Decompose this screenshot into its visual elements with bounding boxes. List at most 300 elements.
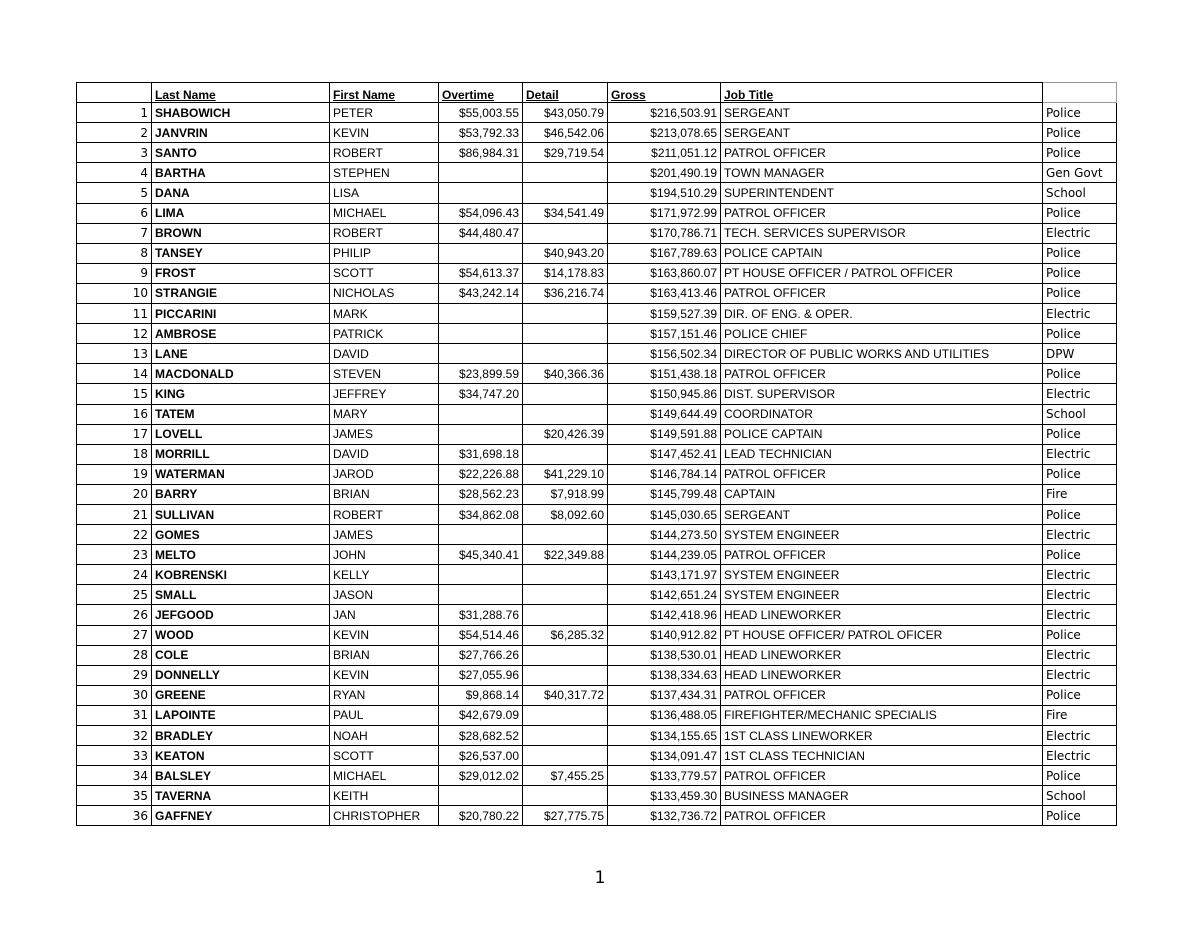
row-number: 10 <box>77 283 152 303</box>
row-number: 29 <box>77 665 152 685</box>
first-name-cell: JAMES <box>330 525 439 545</box>
first-name-cell: DAVID <box>330 444 439 464</box>
table-row <box>77 444 1117 464</box>
detail-cell: $20,426.39 <box>523 424 608 444</box>
header-row <box>77 83 1117 103</box>
first-name-cell: JEFFREY <box>330 384 439 404</box>
row-number: 9 <box>77 263 152 283</box>
job-title-cell: PATROL OFFICER <box>721 464 1043 484</box>
overtime-cell: $54,613.37 <box>439 263 523 283</box>
job-title-cell: LEAD TECHNICIAN <box>721 444 1043 464</box>
gross-cell: $145,799.48 <box>608 484 721 504</box>
row-number: 13 <box>77 344 152 364</box>
overtime-cell: $9,868.14 <box>439 685 523 705</box>
job-title-cell: SERGEANT <box>721 123 1043 143</box>
overtime-cell: $27,766.26 <box>439 645 523 665</box>
overtime-cell: $34,862.08 <box>439 504 523 524</box>
detail-cell <box>523 304 608 324</box>
department-cell: Electric <box>1043 605 1117 625</box>
last-name-cell: TATEM <box>152 404 330 424</box>
department-cell: Police <box>1043 143 1117 163</box>
last-name-cell: TAVERNA <box>152 786 330 806</box>
row-number: 28 <box>77 645 152 665</box>
first-name-cell: ROBERT <box>330 223 439 243</box>
department-cell: Electric <box>1043 304 1117 324</box>
job-title-cell: PATROL OFFICER <box>721 545 1043 565</box>
overtime-cell: $86,984.31 <box>439 143 523 163</box>
department-cell: Police <box>1043 103 1117 123</box>
detail-cell: $7,918.99 <box>523 484 608 504</box>
table-row <box>77 344 1117 364</box>
gross-cell: $163,413.46 <box>608 283 721 303</box>
gross-cell: $149,644.49 <box>608 404 721 424</box>
table-row <box>77 645 1117 665</box>
row-number: 21 <box>77 504 152 524</box>
row-number: 20 <box>77 484 152 504</box>
header-gross: Gross <box>608 83 721 103</box>
table-row <box>77 625 1117 645</box>
row-number: 27 <box>77 625 152 645</box>
last-name-cell: BALSLEY <box>152 766 330 786</box>
table-row <box>77 665 1117 685</box>
gross-cell: $163,860.07 <box>608 263 721 283</box>
gross-cell: $144,239.05 <box>608 545 721 565</box>
detail-cell: $7,455.25 <box>523 766 608 786</box>
detail-cell <box>523 384 608 404</box>
last-name-cell: WATERMAN <box>152 464 330 484</box>
gross-cell: $150,945.86 <box>608 384 721 404</box>
gross-cell: $140,912.82 <box>608 625 721 645</box>
detail-cell <box>523 746 608 766</box>
row-number: 14 <box>77 364 152 384</box>
last-name-cell: KOBRENSKI <box>152 565 330 585</box>
job-title-cell: POLICE CHIEF <box>721 324 1043 344</box>
department-cell: Electric <box>1043 444 1117 464</box>
job-title-cell: 1ST CLASS LINEWORKER <box>721 726 1043 746</box>
department-cell: Police <box>1043 203 1117 223</box>
first-name-cell: NOAH <box>330 726 439 746</box>
job-title-cell: COORDINATOR <box>721 404 1043 424</box>
first-name-cell: DAVID <box>330 344 439 364</box>
last-name-cell: SMALL <box>152 585 330 605</box>
first-name-cell: JOHN <box>330 545 439 565</box>
detail-cell <box>523 705 608 725</box>
overtime-cell: $55,003.55 <box>439 103 523 123</box>
row-number: 26 <box>77 605 152 625</box>
table-row <box>77 705 1117 725</box>
row-number: 2 <box>77 123 152 143</box>
job-title-cell: SERGEANT <box>721 504 1043 524</box>
last-name-cell: GAFFNEY <box>152 806 330 826</box>
header-detail: Detail <box>523 83 608 103</box>
overtime-cell: $43,242.14 <box>439 283 523 303</box>
table-row <box>77 203 1117 223</box>
first-name-cell: KEVIN <box>330 665 439 685</box>
detail-cell: $41,229.10 <box>523 464 608 484</box>
department-cell: Electric <box>1043 665 1117 685</box>
row-number: 7 <box>77 223 152 243</box>
detail-cell: $43,050.79 <box>523 103 608 123</box>
last-name-cell: SHABOWICH <box>152 103 330 123</box>
table-row <box>77 766 1117 786</box>
department-cell: Electric <box>1043 525 1117 545</box>
overtime-cell: $31,288.76 <box>439 605 523 625</box>
detail-cell: $40,943.20 <box>523 243 608 263</box>
row-number: 18 <box>77 444 152 464</box>
last-name-cell: TANSEY <box>152 243 330 263</box>
overtime-cell: $54,514.46 <box>439 625 523 645</box>
row-number: 5 <box>77 183 152 203</box>
job-title-cell: PATROL OFFICER <box>721 283 1043 303</box>
table-row <box>77 143 1117 163</box>
first-name-cell: MARK <box>330 304 439 324</box>
first-name-cell: MICHAEL <box>330 766 439 786</box>
detail-cell <box>523 605 608 625</box>
row-number: 3 <box>77 143 152 163</box>
gross-cell: $216,503.91 <box>608 103 721 123</box>
last-name-cell: MORRILL <box>152 444 330 464</box>
job-title-cell: TOWN MANAGER <box>721 163 1043 183</box>
table-row <box>77 746 1117 766</box>
last-name-cell: FROST <box>152 263 330 283</box>
gross-cell: $201,490.19 <box>608 163 721 183</box>
gross-cell: $157,151.46 <box>608 324 721 344</box>
table-row <box>77 384 1117 404</box>
last-name-cell: KEATON <box>152 746 330 766</box>
department-cell: Police <box>1043 625 1117 645</box>
job-title-cell: BUSINESS MANAGER <box>721 786 1043 806</box>
last-name-cell: SULLIVAN <box>152 504 330 524</box>
department-cell: Electric <box>1043 585 1117 605</box>
last-name-cell: DANA <box>152 183 330 203</box>
header-department <box>1043 83 1117 103</box>
table-row <box>77 806 1117 826</box>
first-name-cell: JASON <box>330 585 439 605</box>
gross-cell: $136,488.05 <box>608 705 721 725</box>
overtime-cell: $28,562.23 <box>439 484 523 504</box>
table-row <box>77 545 1117 565</box>
first-name-cell: BRIAN <box>330 484 439 504</box>
table-row <box>77 585 1117 605</box>
first-name-cell: JAROD <box>330 464 439 484</box>
last-name-cell: BROWN <box>152 223 330 243</box>
payroll-table <box>76 82 1117 826</box>
last-name-cell: AMBROSE <box>152 324 330 344</box>
gross-cell: $133,779.57 <box>608 766 721 786</box>
last-name-cell: WOOD <box>152 625 330 645</box>
job-title-cell: DIRECTOR OF PUBLIC WORKS AND UTILITIES <box>721 344 1043 364</box>
table-row <box>77 525 1117 545</box>
department-cell: Police <box>1043 685 1117 705</box>
row-number: 22 <box>77 525 152 545</box>
department-cell: Electric <box>1043 384 1117 404</box>
last-name-cell: GOMES <box>152 525 330 545</box>
department-cell: Fire <box>1043 484 1117 504</box>
row-number: 32 <box>77 726 152 746</box>
last-name-cell: SANTO <box>152 143 330 163</box>
first-name-cell: KELLY <box>330 565 439 585</box>
table-row <box>77 123 1117 143</box>
overtime-cell: $53,792.33 <box>439 123 523 143</box>
gross-cell: $132,736.72 <box>608 806 721 826</box>
last-name-cell: STRANGIE <box>152 283 330 303</box>
department-cell: School <box>1043 404 1117 424</box>
table-row <box>77 304 1117 324</box>
job-title-cell: HEAD LINEWORKER <box>721 665 1043 685</box>
overtime-cell: $42,679.09 <box>439 705 523 725</box>
department-cell: Electric <box>1043 565 1117 585</box>
overtime-cell <box>439 324 523 344</box>
department-cell: Electric <box>1043 726 1117 746</box>
row-number: 17 <box>77 424 152 444</box>
job-title-cell: PATROL OFFICER <box>721 766 1043 786</box>
table-row <box>77 324 1117 344</box>
overtime-cell <box>439 585 523 605</box>
detail-cell <box>523 404 608 424</box>
detail-cell <box>523 565 608 585</box>
detail-cell <box>523 525 608 545</box>
job-title-cell: DIR. OF ENG. & OPER. <box>721 304 1043 324</box>
detail-cell: $6,285.32 <box>523 625 608 645</box>
gross-cell: $211,051.12 <box>608 143 721 163</box>
job-title-cell: SYSTEM ENGINEER <box>721 565 1043 585</box>
overtime-cell <box>439 424 523 444</box>
detail-cell: $29,719.54 <box>523 143 608 163</box>
department-cell: Police <box>1043 766 1117 786</box>
detail-cell <box>523 183 608 203</box>
overtime-cell <box>439 163 523 183</box>
row-number: 16 <box>77 404 152 424</box>
table-body <box>77 103 1117 826</box>
job-title-cell: 1ST CLASS TECHNICIAN <box>721 746 1043 766</box>
row-number: 25 <box>77 585 152 605</box>
page-number: 1 <box>594 868 606 888</box>
gross-cell: $133,459.30 <box>608 786 721 806</box>
department-cell: Police <box>1043 504 1117 524</box>
detail-cell <box>523 344 608 364</box>
row-number: 34 <box>77 766 152 786</box>
last-name-cell: BARTHA <box>152 163 330 183</box>
header-row-number <box>77 83 152 103</box>
job-title-cell: PATROL OFFICER <box>721 364 1043 384</box>
row-number: 36 <box>77 806 152 826</box>
overtime-cell <box>439 304 523 324</box>
department-cell: Police <box>1043 545 1117 565</box>
department-cell: Police <box>1043 243 1117 263</box>
last-name-cell: KING <box>152 384 330 404</box>
last-name-cell: LIMA <box>152 203 330 223</box>
detail-cell: $36,216.74 <box>523 283 608 303</box>
gross-cell: $156,502.34 <box>608 344 721 364</box>
first-name-cell: MARY <box>330 404 439 424</box>
header-overtime: Overtime <box>439 83 523 103</box>
overtime-cell: $23,899.59 <box>439 364 523 384</box>
table-row <box>77 223 1117 243</box>
job-title-cell: HEAD LINEWORKER <box>721 605 1043 625</box>
first-name-cell: PHILIP <box>330 243 439 263</box>
overtime-cell: $34,747.20 <box>439 384 523 404</box>
job-title-cell: PATROL OFFICER <box>721 685 1043 705</box>
overtime-cell: $26,537.00 <box>439 746 523 766</box>
gross-cell: $151,438.18 <box>608 364 721 384</box>
overtime-cell: $31,698.18 <box>439 444 523 464</box>
department-cell: Gen Govt <box>1043 163 1117 183</box>
last-name-cell: LANE <box>152 344 330 364</box>
row-number: 19 <box>77 464 152 484</box>
job-title-cell: SERGEANT <box>721 103 1043 123</box>
row-number: 8 <box>77 243 152 263</box>
gross-cell: $137,434.31 <box>608 685 721 705</box>
row-number: 30 <box>77 685 152 705</box>
job-title-cell: SYSTEM ENGINEER <box>721 525 1043 545</box>
department-cell: Police <box>1043 424 1117 444</box>
header-job-title: Job Title <box>721 83 1043 103</box>
job-title-cell: SYSTEM ENGINEER <box>721 585 1043 605</box>
overtime-cell <box>439 525 523 545</box>
last-name-cell: JANVRIN <box>152 123 330 143</box>
first-name-cell: KEITH <box>330 786 439 806</box>
table-row <box>77 364 1117 384</box>
job-title-cell: FIREFIGHTER/MECHANIC SPECIALIS <box>721 705 1043 725</box>
last-name-cell: LOVELL <box>152 424 330 444</box>
first-name-cell: KEVIN <box>330 625 439 645</box>
gross-cell: $213,078.65 <box>608 123 721 143</box>
row-number: 23 <box>77 545 152 565</box>
table-row <box>77 424 1117 444</box>
overtime-cell: $44,480.47 <box>439 223 523 243</box>
job-title-cell: PT HOUSE OFFICER/ PATROL OFICER <box>721 625 1043 645</box>
row-number: 33 <box>77 746 152 766</box>
first-name-cell: ROBERT <box>330 504 439 524</box>
department-cell: Police <box>1043 123 1117 143</box>
department-cell: Police <box>1043 324 1117 344</box>
job-title-cell: CAPTAIN <box>721 484 1043 504</box>
table-row <box>77 565 1117 585</box>
gross-cell: $149,591.88 <box>608 424 721 444</box>
row-number: 15 <box>77 384 152 404</box>
department-cell: Police <box>1043 283 1117 303</box>
gross-cell: $146,784.14 <box>608 464 721 484</box>
table-row <box>77 685 1117 705</box>
last-name-cell: PICCARINI <box>152 304 330 324</box>
job-title-cell: PT HOUSE OFFICER / PATROL OFFICER <box>721 263 1043 283</box>
overtime-cell <box>439 404 523 424</box>
row-number: 11 <box>77 304 152 324</box>
first-name-cell: PETER <box>330 103 439 123</box>
table-row <box>77 484 1117 504</box>
department-cell: Fire <box>1043 705 1117 725</box>
first-name-cell: STEVEN <box>330 364 439 384</box>
gross-cell: $134,155.65 <box>608 726 721 746</box>
job-title-cell: POLICE CAPTAIN <box>721 424 1043 444</box>
table-row <box>77 163 1117 183</box>
first-name-cell: PATRICK <box>330 324 439 344</box>
gross-cell: $171,972.99 <box>608 203 721 223</box>
first-name-cell: MICHAEL <box>330 203 439 223</box>
row-number: 35 <box>77 786 152 806</box>
gross-cell: $144,273.50 <box>608 525 721 545</box>
detail-cell <box>523 645 608 665</box>
first-name-cell: PAUL <box>330 705 439 725</box>
table-row <box>77 243 1117 263</box>
last-name-cell: MACDONALD <box>152 364 330 384</box>
last-name-cell: DONNELLY <box>152 665 330 685</box>
last-name-cell: COLE <box>152 645 330 665</box>
overtime-cell: $27,055.96 <box>439 665 523 685</box>
detail-cell <box>523 585 608 605</box>
job-title-cell: TECH. SERVICES SUPERVISOR <box>721 223 1043 243</box>
first-name-cell: SCOTT <box>330 263 439 283</box>
overtime-cell <box>439 183 523 203</box>
row-number: 24 <box>77 565 152 585</box>
detail-cell: $40,317.72 <box>523 685 608 705</box>
department-cell: Electric <box>1043 645 1117 665</box>
first-name-cell: LISA <box>330 183 439 203</box>
detail-cell: $46,542.06 <box>523 123 608 143</box>
overtime-cell: $54,096.43 <box>439 203 523 223</box>
gross-cell: $194,510.29 <box>608 183 721 203</box>
row-number: 31 <box>77 705 152 725</box>
department-cell: DPW <box>1043 344 1117 364</box>
detail-cell <box>523 444 608 464</box>
job-title-cell: PATROL OFFICER <box>721 203 1043 223</box>
detail-cell: $40,366.36 <box>523 364 608 384</box>
department-cell: Police <box>1043 364 1117 384</box>
table-row <box>77 283 1117 303</box>
table-row <box>77 183 1117 203</box>
overtime-cell: $20,780.22 <box>439 806 523 826</box>
detail-cell <box>523 324 608 344</box>
table-row <box>77 464 1117 484</box>
first-name-cell: KEVIN <box>330 123 439 143</box>
last-name-cell: GREENE <box>152 685 330 705</box>
detail-cell <box>523 786 608 806</box>
table-row <box>77 504 1117 524</box>
overtime-cell <box>439 344 523 364</box>
last-name-cell: BARRY <box>152 484 330 504</box>
last-name-cell: BRADLEY <box>152 726 330 746</box>
table-row <box>77 404 1117 424</box>
first-name-cell: STEPHEN <box>330 163 439 183</box>
first-name-cell: ROBERT <box>330 143 439 163</box>
first-name-cell: RYAN <box>330 685 439 705</box>
header-last-name: Last Name <box>152 83 330 103</box>
overtime-cell: $45,340.41 <box>439 545 523 565</box>
gross-cell: $142,651.24 <box>608 585 721 605</box>
table-row <box>77 726 1117 746</box>
gross-cell: $147,452.41 <box>608 444 721 464</box>
last-name-cell: MELTO <box>152 545 330 565</box>
first-name-cell: BRIAN <box>330 645 439 665</box>
last-name-cell: JEFGOOD <box>152 605 330 625</box>
detail-cell: $22,349.88 <box>523 545 608 565</box>
first-name-cell: JAN <box>330 605 439 625</box>
gross-cell: $159,527.39 <box>608 304 721 324</box>
detail-cell: $8,092.60 <box>523 504 608 524</box>
row-number: 1 <box>77 103 152 123</box>
overtime-cell <box>439 565 523 585</box>
gross-cell: $138,530.01 <box>608 645 721 665</box>
detail-cell <box>523 223 608 243</box>
job-title-cell: PATROL OFFICER <box>721 143 1043 163</box>
first-name-cell: SCOTT <box>330 746 439 766</box>
last-name-cell: LAPOINTE <box>152 705 330 725</box>
gross-cell: $145,030.65 <box>608 504 721 524</box>
row-number: 12 <box>77 324 152 344</box>
overtime-cell: $28,682.52 <box>439 726 523 746</box>
department-cell: Electric <box>1043 746 1117 766</box>
table-row <box>77 605 1117 625</box>
